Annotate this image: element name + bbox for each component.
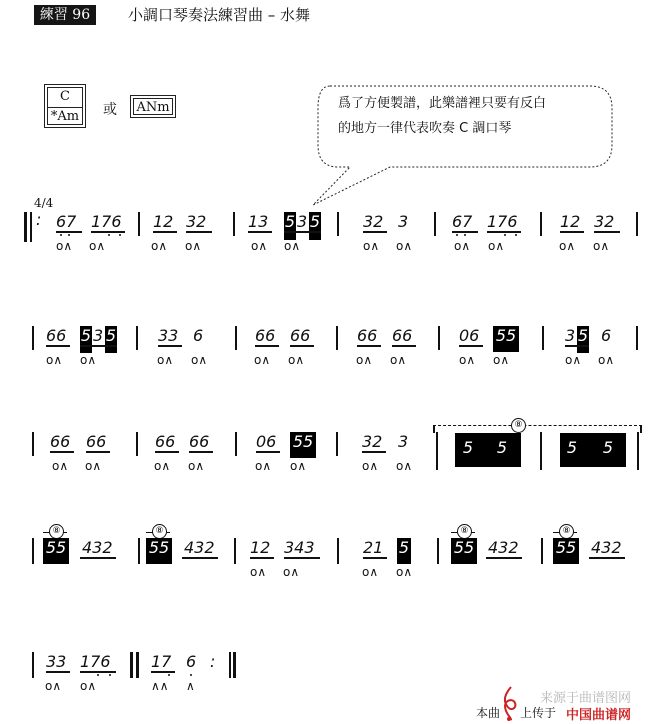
breath-mark: o∧	[157, 353, 174, 367]
bar-line	[233, 212, 235, 236]
breath-mark: o∧	[488, 239, 505, 253]
bar-line	[337, 212, 339, 236]
bar-line	[138, 212, 140, 236]
note-group: 66	[255, 326, 276, 345]
note-group: 176	[487, 212, 518, 231]
inverted-underline-block	[146, 558, 172, 564]
underline	[186, 231, 212, 233]
underline	[362, 451, 386, 453]
breath-mark: o∧	[363, 239, 380, 253]
octave-bracket-end	[433, 425, 435, 433]
inverted-note: 5	[577, 326, 589, 345]
start-repeat-thin-bar	[30, 212, 32, 242]
underline	[250, 557, 274, 559]
inverted-note: 5	[398, 538, 410, 557]
inverted-note: 5	[105, 326, 117, 345]
inverted-note: 5	[309, 212, 321, 231]
note-line-2: 的地方一律代表吹奏 C 調口琴	[338, 121, 512, 136]
underline	[153, 231, 177, 233]
underline	[56, 231, 82, 233]
note-group: 66	[392, 326, 413, 345]
key-am-label: *Am	[50, 109, 80, 124]
breath-mark: o∧	[459, 353, 476, 367]
or-label: 或	[103, 102, 117, 118]
end-repeat-thin-bar	[229, 652, 231, 678]
octave-mark: ⑧	[559, 524, 574, 539]
bar-line	[541, 538, 543, 564]
inverted-underline-block	[553, 558, 579, 564]
exercise-label: 練習 96	[34, 5, 96, 25]
bar-line	[336, 432, 338, 456]
repeat-dots: :	[210, 652, 216, 671]
inverted-underline-block	[493, 346, 519, 352]
note-group: 66	[357, 326, 378, 345]
breath-mark: o∧	[284, 239, 301, 253]
underline	[284, 557, 320, 559]
breath-mark: ∧	[186, 679, 195, 693]
note-group: 176	[80, 652, 111, 671]
underline	[50, 451, 74, 453]
bar-line	[436, 432, 438, 470]
note-group: 32	[363, 212, 384, 231]
underline	[151, 671, 175, 673]
time-signature: 4/4	[34, 196, 54, 210]
octave-mark: ⑧	[511, 418, 526, 433]
note-group: 12	[560, 212, 581, 231]
octave-mark: ⑧	[457, 524, 472, 539]
underline	[459, 345, 483, 347]
breath-mark: o∧	[593, 239, 610, 253]
breath-mark: o∧	[356, 353, 373, 367]
bar-line	[636, 326, 638, 350]
note-group: 21	[363, 538, 384, 557]
bar-line	[235, 326, 237, 350]
underline	[363, 557, 387, 559]
breath-mark: o∧	[396, 239, 413, 253]
breath-mark: o∧	[80, 353, 97, 367]
note-group: 66	[46, 326, 67, 345]
watermark-source: 来源于曲谱图网	[540, 691, 632, 706]
start-repeat-thick-bar	[24, 212, 27, 242]
bar-line	[636, 212, 638, 236]
breath-mark: o∧	[565, 353, 582, 367]
note-group: 66	[189, 432, 210, 451]
underline	[248, 231, 272, 233]
watermark-left: 本曲	[476, 706, 501, 720]
underline	[486, 557, 522, 559]
breath-mark: o∧	[288, 353, 305, 367]
breath-mark: o∧	[52, 459, 69, 473]
note-group: 432	[488, 538, 519, 557]
note-group: 32	[362, 432, 383, 451]
inverted-note: 55	[290, 432, 316, 452]
note-group: 66	[50, 432, 71, 451]
underline	[594, 231, 620, 233]
note-group: 3	[565, 326, 576, 345]
repeat-dots: :	[36, 210, 42, 229]
bar-line	[337, 538, 339, 564]
breath-mark: o∧	[255, 459, 272, 473]
breath-mark: o∧	[396, 565, 413, 579]
bar-line	[438, 326, 440, 350]
double-bar-thick	[136, 652, 139, 678]
note-group: 33	[158, 326, 179, 345]
bar-line	[235, 432, 237, 456]
underline	[256, 451, 280, 453]
breath-mark: o∧	[89, 239, 106, 253]
note-group: 432	[184, 538, 215, 557]
end-repeat-thick-bar	[233, 652, 236, 678]
underline	[487, 231, 521, 233]
underline	[155, 451, 179, 453]
breath-mark: o∧	[598, 353, 615, 367]
breath-mark: ∧∧	[151, 679, 169, 693]
note-group: 06	[256, 432, 277, 451]
inverted-underline-block	[309, 233, 321, 240]
underline	[46, 345, 70, 347]
bar-line	[32, 432, 34, 456]
underline	[158, 345, 182, 347]
inverted-note: 55	[43, 538, 69, 558]
breath-mark: o∧	[283, 565, 300, 579]
note-group: 33	[46, 652, 67, 671]
watermark-right: 中国曲谱网	[566, 708, 632, 723]
underline	[189, 451, 213, 453]
breath-mark: o∧	[188, 459, 205, 473]
key-c-label: C	[48, 88, 82, 108]
note-group: 32	[186, 212, 207, 231]
note-group: 66	[86, 432, 107, 451]
inverted-note: 5	[600, 438, 616, 458]
inverted-underline-block	[451, 558, 477, 564]
breath-mark: o∧	[46, 353, 63, 367]
note-group: 3	[93, 326, 104, 345]
note-group: 17	[151, 652, 172, 671]
bar-line	[540, 432, 542, 470]
breath-mark: o∧	[250, 565, 267, 579]
bar-line	[32, 326, 34, 350]
inverted-underline-block	[105, 347, 117, 353]
breath-mark: o∧	[191, 353, 208, 367]
breath-mark: o∧	[390, 353, 407, 367]
bar-line	[138, 538, 140, 564]
octave-mark: ⑧	[49, 524, 64, 539]
breath-mark: o∧	[185, 239, 202, 253]
inverted-underline-block	[397, 558, 411, 564]
breath-mark: o∧	[396, 459, 413, 473]
breath-mark: o∧	[151, 239, 168, 253]
note-group: 12	[250, 538, 271, 557]
bar-line	[540, 212, 542, 236]
inverted-note: 55	[553, 538, 579, 558]
underline	[560, 231, 584, 233]
note-group: 432	[82, 538, 113, 557]
breath-mark: o∧	[362, 459, 379, 473]
note-group: 6	[186, 652, 197, 671]
bar-line	[437, 538, 439, 564]
breath-mark: o∧	[80, 679, 97, 693]
note-group: 67	[56, 212, 77, 231]
inverted-note: 5	[284, 212, 296, 231]
breath-mark: o∧	[85, 459, 102, 473]
inverted-note: 55	[451, 538, 477, 558]
underline	[589, 557, 625, 559]
breath-mark: o∧	[154, 459, 171, 473]
inverted-note: 55	[493, 326, 519, 346]
note-group: 67	[452, 212, 473, 231]
octave-bracket-end	[640, 425, 642, 433]
note-group: 66	[155, 432, 176, 451]
bar-line	[637, 432, 639, 470]
underline	[91, 231, 125, 233]
inverted-note: 5	[564, 438, 580, 458]
inverted-underline-block	[290, 452, 316, 458]
breath-mark: o∧	[362, 565, 379, 579]
bar-line	[136, 326, 138, 350]
bar-line	[336, 326, 338, 350]
underline	[46, 671, 70, 673]
bar-line	[234, 538, 236, 564]
key-anm-label: ANm	[133, 98, 173, 115]
note-line-1: 爲了方便製譜，此樂譜裡只要有反白	[338, 96, 547, 111]
note-group: 343	[284, 538, 315, 557]
underline	[80, 671, 116, 673]
octave-mark: ⑧	[152, 524, 167, 539]
breath-mark: o∧	[493, 353, 510, 367]
page-title: 小調口琴奏法練習曲 – 水舞	[128, 6, 311, 24]
inverted-note: 55	[146, 538, 172, 558]
breath-mark: o∧	[290, 459, 307, 473]
note-group: 3	[297, 212, 308, 231]
inverted-note: 5	[80, 326, 92, 345]
underline	[452, 231, 478, 233]
underline	[182, 557, 218, 559]
note-group: 32	[594, 212, 615, 231]
note-group: 12	[153, 212, 174, 231]
inverted-note: 5	[494, 438, 510, 458]
underline	[357, 345, 381, 347]
underline	[255, 345, 279, 347]
note-group: 6	[193, 326, 204, 345]
bar-line	[136, 432, 138, 456]
breath-mark: o∧	[56, 239, 73, 253]
breath-mark: o∧	[45, 679, 62, 693]
note-group: 3	[398, 432, 409, 451]
double-bar-thick	[130, 652, 133, 678]
note-group: 6	[601, 326, 612, 345]
breath-mark: o∧	[254, 353, 271, 367]
note-group: 66	[290, 326, 311, 345]
breath-mark: o∧	[559, 239, 576, 253]
underline	[86, 451, 110, 453]
note-group: 176	[91, 212, 122, 231]
note-group: 3	[398, 212, 409, 231]
breath-mark: o∧	[251, 239, 268, 253]
underline	[392, 345, 416, 347]
note-group: 13	[248, 212, 269, 231]
watermark-mid: 上传于	[520, 706, 557, 720]
note-group: 432	[591, 538, 622, 557]
bar-line	[542, 326, 544, 350]
underline	[363, 231, 387, 233]
note-group: 06	[459, 326, 480, 345]
inverted-underline-block	[43, 558, 69, 564]
octave-bracket	[433, 425, 642, 426]
bar-line	[32, 538, 34, 564]
bar-line	[434, 212, 436, 236]
underline	[80, 557, 116, 559]
inverted-note: 5	[460, 438, 476, 458]
breath-mark: o∧	[454, 239, 471, 253]
underline	[290, 345, 314, 347]
bar-line	[32, 652, 34, 678]
